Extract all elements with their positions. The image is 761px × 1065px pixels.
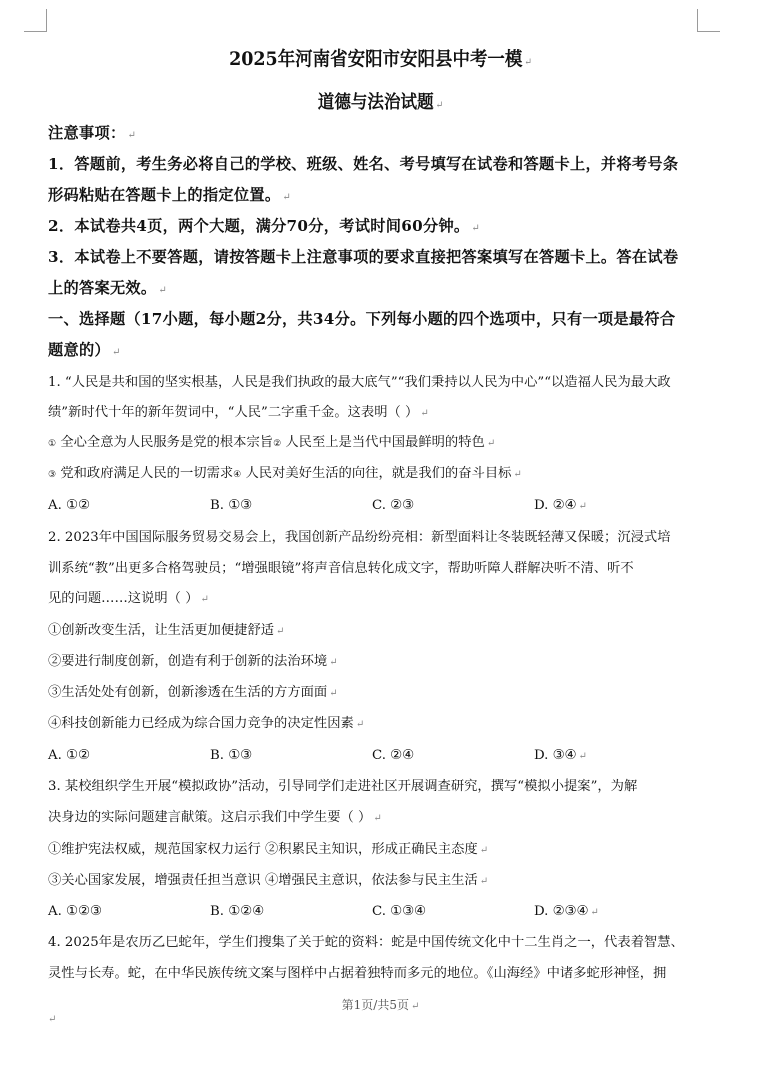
- crop-mark-top-right: [697, 9, 720, 32]
- question-4-stem: 灵性与长寿。蛇，在中华民族传统文案与图样中占据着独特而多元的地位。《山海经》中诸多蛇形神怪，拥: [48, 966, 667, 981]
- option-d: D. ②③④ ↵: [534, 904, 599, 919]
- question-2-statement: ②要进行制度创新，创造有利于创新的法治环境 ↵: [48, 654, 338, 669]
- section-heading: 一、选择题（17小题，每小题2分，共34分。下列每小题的四个选项中，只有一项是最符合: [48, 310, 676, 328]
- question-1-statements: ③ 党和政府满足人民的一切需求④ 人民对美好生活的向往，就是我们的奋斗目标 ↵: [48, 466, 522, 481]
- question-2-stem: 2. 2023年中国国际服务贸易交易会上，我国创新产品纷纷亮相：新型面料让冬装既轻薄又保暖；沉浸式培: [48, 530, 671, 545]
- crop-mark-top-left: [24, 9, 47, 32]
- notice-line: 3．本试卷上不要答题，请按答题卡上注意事项的要求直接把答案填写在答题卡上。答在试卷: [48, 248, 679, 266]
- exam-subtitle: 道德与法治试题 ↵: [317, 92, 444, 113]
- option-a: A. ①②: [48, 498, 90, 513]
- question-1-options: [48, 497, 708, 515]
- option-c: C. ②④: [372, 748, 414, 763]
- question-1-stem: 1. “人民是共和国的坚实根基，人民是我们执政的最大底气”“我们秉持以人民为中心”“以造福人民为最大政: [48, 375, 671, 390]
- section-heading: 题意的） ↵: [48, 341, 121, 359]
- notice-line: 上的答案无效。 ↵: [48, 279, 168, 297]
- question-2-stem: 见的问题……这说明（ ） ↵: [48, 591, 209, 606]
- notice-line: 1．答题前，考生务必将自己的学校、班级、姓名、考号填写在试卷和答题卡上，并将考号条: [48, 155, 679, 173]
- option-d: D. ③④ ↵: [534, 748, 587, 763]
- question-3-statements: ①维护宪法权威，规范国家权力运行 ②积累民主知识，形成正确民主态度 ↵: [48, 842, 489, 857]
- option-a: A. ①②③: [48, 904, 102, 919]
- exam-title: 2025年河南省安阳市安阳县中考一模 ↵: [229, 48, 532, 70]
- option-b: B. ①③: [210, 498, 253, 513]
- question-1-stem: 绩”新时代十年的新年贺词中，“人民”二字重千金。这表明（ ） ↵: [48, 405, 429, 420]
- question-3-stem: 3. 某校组织学生开展“模拟政协”活动，引导同学们走进社区开展调查研究，撰写“模拟小提案”，为解: [48, 779, 638, 794]
- question-2-options: [48, 747, 708, 765]
- question-3-statements: ③关心国家发展，增强责任担当意识 ④增强民主意识，依法参与民主生活 ↵: [48, 873, 489, 888]
- question-2-statement: ④科技创新能力已经成为综合国力竞争的决定性因素 ↵: [48, 716, 365, 731]
- question-2-statement: ③生活处处有创新，创新渗透在生活的方方面面 ↵: [48, 685, 338, 700]
- question-1-statements: ① 全心全意为人民服务是党的根本宗旨② 人民至上是当代中国最鲜明的特色 ↵: [48, 435, 496, 450]
- paragraph-mark: ↵: [48, 1014, 57, 1025]
- question-3-stem: 决身边的实际问题建言献策。这启示我们中学生要（ ） ↵: [48, 810, 382, 825]
- question-4-stem: 4. 2025年是农历乙巳蛇年，学生们搜集了关于蛇的资料：蛇是中国传统文化中十二生肖之一，代表着智慧、: [48, 935, 684, 950]
- notice-heading: 注意事项： ↵: [48, 124, 137, 142]
- question-2-statement: ①创新改变生活，让生活更加便捷舒适 ↵: [48, 623, 285, 638]
- option-d: D. ②④ ↵: [534, 498, 587, 513]
- option-b: B. ①②④: [210, 904, 264, 919]
- notice-line: 2．本试卷共4页，两个大题，满分70分，考试时间60分钟。 ↵: [48, 217, 481, 235]
- option-c: C. ②③: [372, 498, 414, 513]
- option-a: A. ①②: [48, 748, 90, 763]
- page-footer: 第1页/共5页 ↵: [341, 998, 420, 1012]
- notice-line: 形码粘贴在答题卡上的指定位置。 ↵: [48, 186, 291, 204]
- question-3-options: [48, 903, 708, 921]
- option-b: B. ①③: [210, 748, 253, 763]
- question-2-stem: 训系统“教”出更多合格驾驶员；“增强眼镜”将声音信息转化成文字，帮助听障人群解决听不清、听不: [48, 561, 634, 576]
- option-c: C. ①③④: [372, 904, 426, 919]
